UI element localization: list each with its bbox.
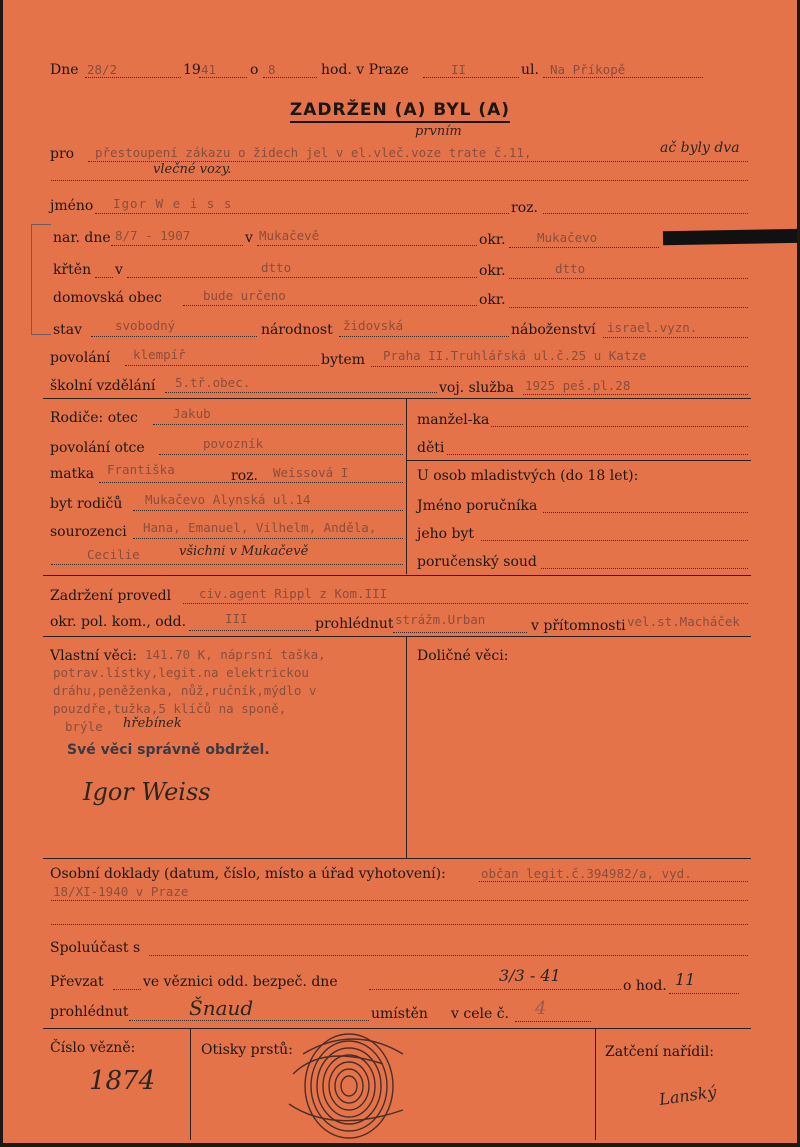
birth-place: Mukačevě	[259, 228, 320, 243]
spouse-label: manžel-ka	[417, 412, 490, 428]
cell-number: 4	[535, 998, 547, 1019]
belongings-hand-addition: hřebínek	[123, 716, 182, 731]
transfer-hour-label: o hod.	[623, 978, 667, 994]
religion: israel.vyzn.	[607, 320, 698, 335]
reason-hand-end: ač byly dva	[660, 140, 740, 156]
complicity-label: Spoluúčast s	[50, 940, 141, 956]
arrest-ordered-signature: Lanský	[657, 1082, 718, 1109]
reason-hand-insert: prvním	[415, 124, 462, 139]
prisoner-name: Igor W e i s s	[113, 196, 233, 211]
residence: Praha II.Truhlářská ul.č.25 u Katze	[383, 348, 647, 363]
district: II	[451, 62, 467, 77]
marital-status: svobodný	[115, 318, 176, 333]
marital-status-label: stav	[53, 322, 83, 338]
searched-by: strážm.Urban	[395, 612, 486, 627]
education-label: školní vzdělání	[50, 378, 156, 394]
witness-label: v přítomnosti	[531, 618, 626, 634]
father-occupation: povozník	[203, 436, 264, 451]
police-station: III	[225, 611, 248, 626]
siblings-label: sourozenci	[50, 524, 127, 540]
birth-date: 8/7 - 1907	[115, 228, 191, 243]
birth-date-label: nar. dne	[53, 230, 111, 246]
birth-place-label: v	[245, 230, 253, 246]
baptism-place-label: v	[115, 262, 123, 278]
year-prefix: 19	[183, 62, 201, 78]
transfer-date: 3/3 - 41	[499, 966, 561, 985]
belongings-line-2: potrav.lístky,legit.na elektrickou	[53, 665, 309, 680]
juvenile-label: U osob mladistvých (do 18 let):	[417, 468, 639, 484]
religion-label: náboženství	[511, 322, 596, 338]
arrest-date: 28/2	[87, 62, 118, 77]
prisoner-number: 1874	[89, 1066, 156, 1096]
baptism-district-label: okr.	[479, 263, 506, 279]
military-service: 1925 peš.pl.28	[525, 378, 631, 393]
fingerprints-label: Otisky prstů:	[201, 1042, 293, 1058]
form-title	[3, 100, 797, 120]
arrested-by-label: Zadržení provedl	[50, 588, 172, 604]
residence-label: bytem	[321, 352, 366, 368]
police-station-label: okr. pol. kom., odd.	[50, 614, 187, 630]
transfer-prison-label: ve věznici odd. bezpeč. dne	[143, 974, 338, 990]
home-district-label: okr.	[479, 292, 506, 308]
guardian-residence-label: jeho byt	[417, 526, 475, 542]
prisoner-signature: Igor Weiss	[83, 778, 211, 806]
year-suffix: 41	[201, 62, 217, 77]
placed-label: umístěn	[371, 1006, 428, 1022]
witness: vel.st.Macháček	[627, 614, 740, 629]
prisoner-number-label: Číslo vězně:	[50, 1040, 136, 1056]
searched-by-label: prohlédnut	[315, 616, 394, 632]
parents-residence: Mukačevo Alynská ul.14	[145, 492, 311, 507]
baptism-district: dtto	[555, 261, 586, 276]
father-label: Rodiče: otec	[50, 410, 138, 426]
father-name: Jakub	[173, 406, 211, 421]
arrest-ordered-by-label: Zatčení nařídil:	[605, 1044, 714, 1060]
redaction-bar	[663, 229, 797, 245]
belongings-line-3: dráhu,peněženka, nůž,ručník,mýdlo v	[53, 683, 317, 698]
belongings-line-5: brýle	[65, 719, 103, 734]
mother-maiden-label: roz.	[231, 468, 258, 484]
fingerprint-icon	[263, 1024, 423, 1143]
military-service-label: voj. služba	[439, 380, 514, 396]
reason-text: přestoupení zákazu o židech jel v el.vleč.voze trate č.11,	[95, 145, 532, 160]
form-title-text: ZADRŽEN (A) BYL (A)	[290, 100, 510, 123]
searched-signature: Šnaud	[189, 996, 254, 1020]
belongings-line-4: pouzdře,tužka,5 klíčů na sponě,	[53, 701, 287, 716]
siblings-line-2: Cecilie	[87, 547, 140, 562]
baptism-place: dtto	[261, 260, 292, 275]
documents-line-1: občan legit.č.394982/a, vyd.	[481, 866, 692, 881]
home-municipality: bude určeno	[203, 288, 286, 303]
mother-label: matka	[50, 466, 95, 482]
nationality: židovská	[343, 318, 404, 333]
receipt-stamp: Své věci správně obdržel.	[67, 742, 270, 758]
cell-label: v cele č.	[451, 1006, 509, 1022]
occupation-label: povolání	[50, 350, 111, 366]
nationality-label: národnost	[261, 322, 333, 338]
hour-o-label: o	[250, 62, 259, 78]
arrest-hour: 8	[268, 62, 276, 77]
searched-label: prohlédnut	[50, 1004, 129, 1020]
children-label: děti	[417, 440, 445, 456]
father-occupation-label: povolání otce	[50, 440, 145, 456]
documents-label: Osobní doklady (datum, číslo, místo a úřad vyhotovení):	[50, 866, 446, 882]
baptism-label: křtěn	[53, 262, 92, 278]
parents-residence-label: byt rodičů	[50, 496, 123, 512]
mother-maiden-name: Weissová I	[273, 465, 349, 480]
date-label: Dne	[50, 62, 79, 78]
mother-name: Františka	[107, 462, 175, 477]
street-label: ul.	[521, 62, 539, 78]
reason-label: pro	[50, 146, 75, 162]
home-municipality-label: domovská obec	[53, 290, 162, 306]
documents-line-2: 18/XI-1940 v Praze	[53, 884, 189, 899]
siblings-hand-note: všichni v Mukačevě	[179, 544, 309, 559]
street: Na Příkopě	[550, 62, 626, 77]
transfer-label: Převzat	[50, 974, 104, 990]
transfer-hour: 11	[675, 970, 696, 989]
guardian-label: Jméno poručníka	[417, 498, 538, 514]
occupation: klempíř	[133, 347, 186, 362]
education: 5.tř.obec.	[175, 375, 251, 390]
belongings-label: Vlastní věci:	[50, 648, 137, 664]
reason-hand-line2: vlečné vozy.	[153, 162, 232, 177]
guardianship-court-label: poručenský soud	[417, 554, 537, 570]
evidence-label: Doličné věci:	[417, 648, 509, 664]
birth-district-label: okr.	[479, 232, 506, 248]
hour-place-label: hod. v Praze	[321, 62, 409, 78]
birth-district: Mukačevo	[537, 230, 598, 245]
police-arrest-card	[3, 0, 797, 1143]
belongings-line-1: 141.70 K, náprsní taška,	[145, 647, 326, 662]
siblings-line-1: Hana, Emanuel, Vilhelm, Anděla,	[143, 520, 377, 535]
name-label: jméno	[50, 198, 94, 214]
maiden-name-label: roz.	[511, 200, 538, 216]
arrested-by: civ.agent Rippl z Kom.III	[199, 586, 388, 601]
